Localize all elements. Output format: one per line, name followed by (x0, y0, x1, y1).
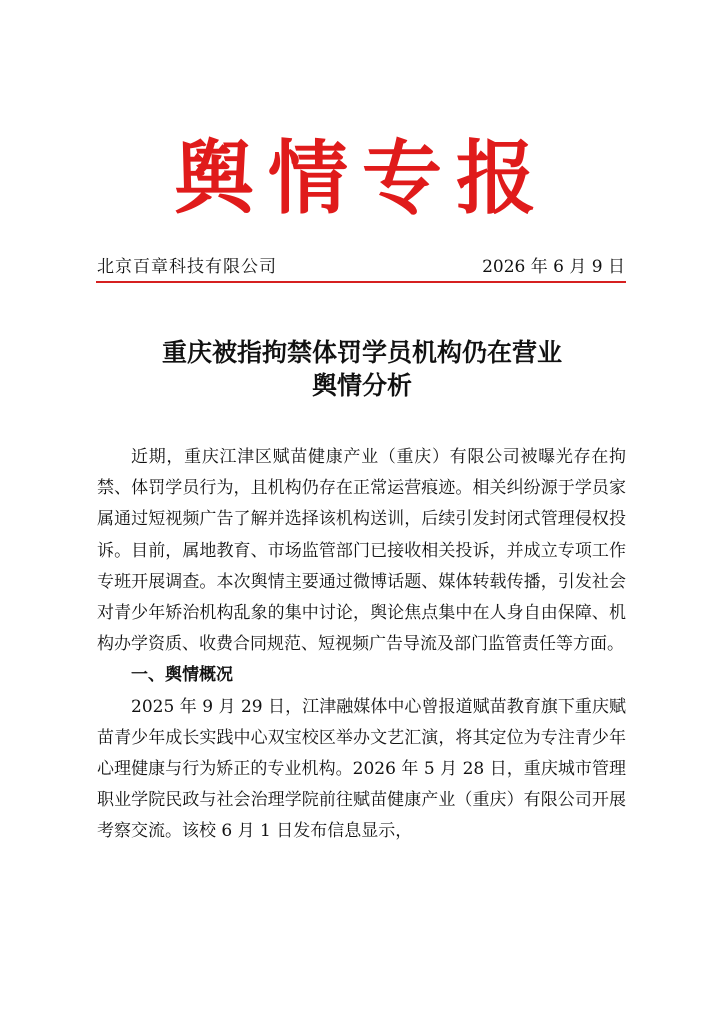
document-body (97, 442, 626, 848)
document-header (97, 256, 625, 278)
header-divider (96, 281, 626, 283)
document-title-line-1: 重庆被指拘禁体罚学员机构仍在营业 (161, 338, 562, 367)
document-title (0, 336, 724, 402)
organization-name: 北京百章科技有限公司 (97, 257, 277, 277)
intro-paragraph: 近期，重庆江津区赋苗健康产业（重庆）有限公司被曝光存在拘禁、体罚学员行为，且机构仍存在正常运营痕迹。相关纠纷源于学员家属通过短视频广告了解并选择该机构送训，后续引发封闭式管理侵权投诉。目前，属地教育、市场监管部门已接收相关投诉，并成立专项工作专班开展调查。本次舆情主要通过微博话题、媒体转载传播，引发社会对青少年矫治机构乱象的集中讨论，舆论焦点集中在人身自由保障、机构办学资质、收费合同规范、短视频广告导流及部门监管责任等方面。 (97, 447, 626, 655)
section-paragraph: 2025 年 9 月 29 日，江津融媒体中心曾报道赋苗教育旗下重庆赋苗青少年成长实践中心双宝校区举办文艺汇演，将其定位为专注青少年心理健康与行为矫正的专业机构。2026 年 5 月 28 日，重庆城市管理职业学院民政与社会治理学院前往赋苗健康产业（重庆）有限公司开展考察交流。该校 6 月 1 日发布信息显示， (97, 696, 626, 842)
issue-date: 2026 年 6 月 9 日 (482, 257, 625, 277)
section-heading: 一、舆情概况 (131, 665, 233, 686)
masthead-title: 舆情专报 (174, 131, 550, 225)
document-title-line-2: 舆情分析 (311, 371, 412, 400)
